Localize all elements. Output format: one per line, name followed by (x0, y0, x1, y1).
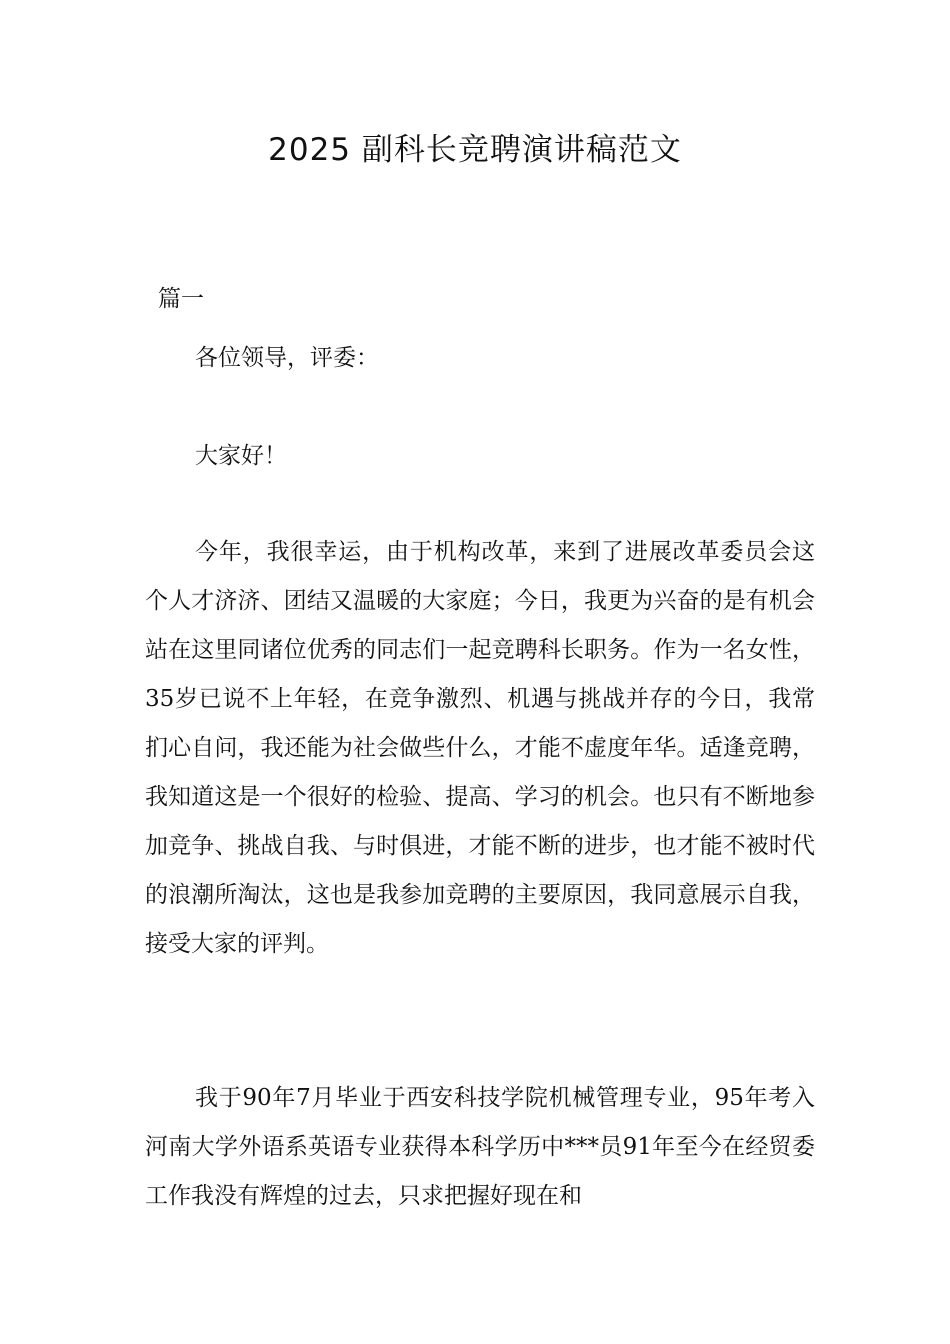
paragraph-salutation: 各位领导，评委： (195, 345, 379, 371)
page-title: 2025 副科长竞聘演讲稿范文 (268, 132, 682, 168)
paragraph-intro: 今年，我很幸运，由于机构改革，来到了进展改革委员会这个人才济济、团结又温暖的大家庭；今日，我更为兴奋的是有机会站在这里同诸位优秀的同志们一起竞聘科长职务。作为一名女性，35岁已说不上年轻，在竞争激烈、机遇与挑战并存的今日，我常扪心自问，我还能为社会做些什么，才能不虚度年华。适逢竞聘，我知道这是一个很好的检验、提高、学习的机会。也只有不断地参加竞争、挑战自我、与时俱进，才能不断的进步，也才能不被时代的浪潮所淘汰，这也是我参加竞聘的主要原因，我同意展示自我，接受大家的评判。 (145, 539, 815, 957)
section-label: 篇一 (158, 286, 204, 312)
paragraph-background: 我于90年7月毕业于西安科技学院机械管理专业，95年考入河南大学外语系英语专业获得本科学历中***员91年至今在经贸委工作我没有辉煌的过去，只求把握好现在和 (145, 1085, 815, 1209)
paragraph-greeting: 大家好！ (195, 443, 287, 469)
